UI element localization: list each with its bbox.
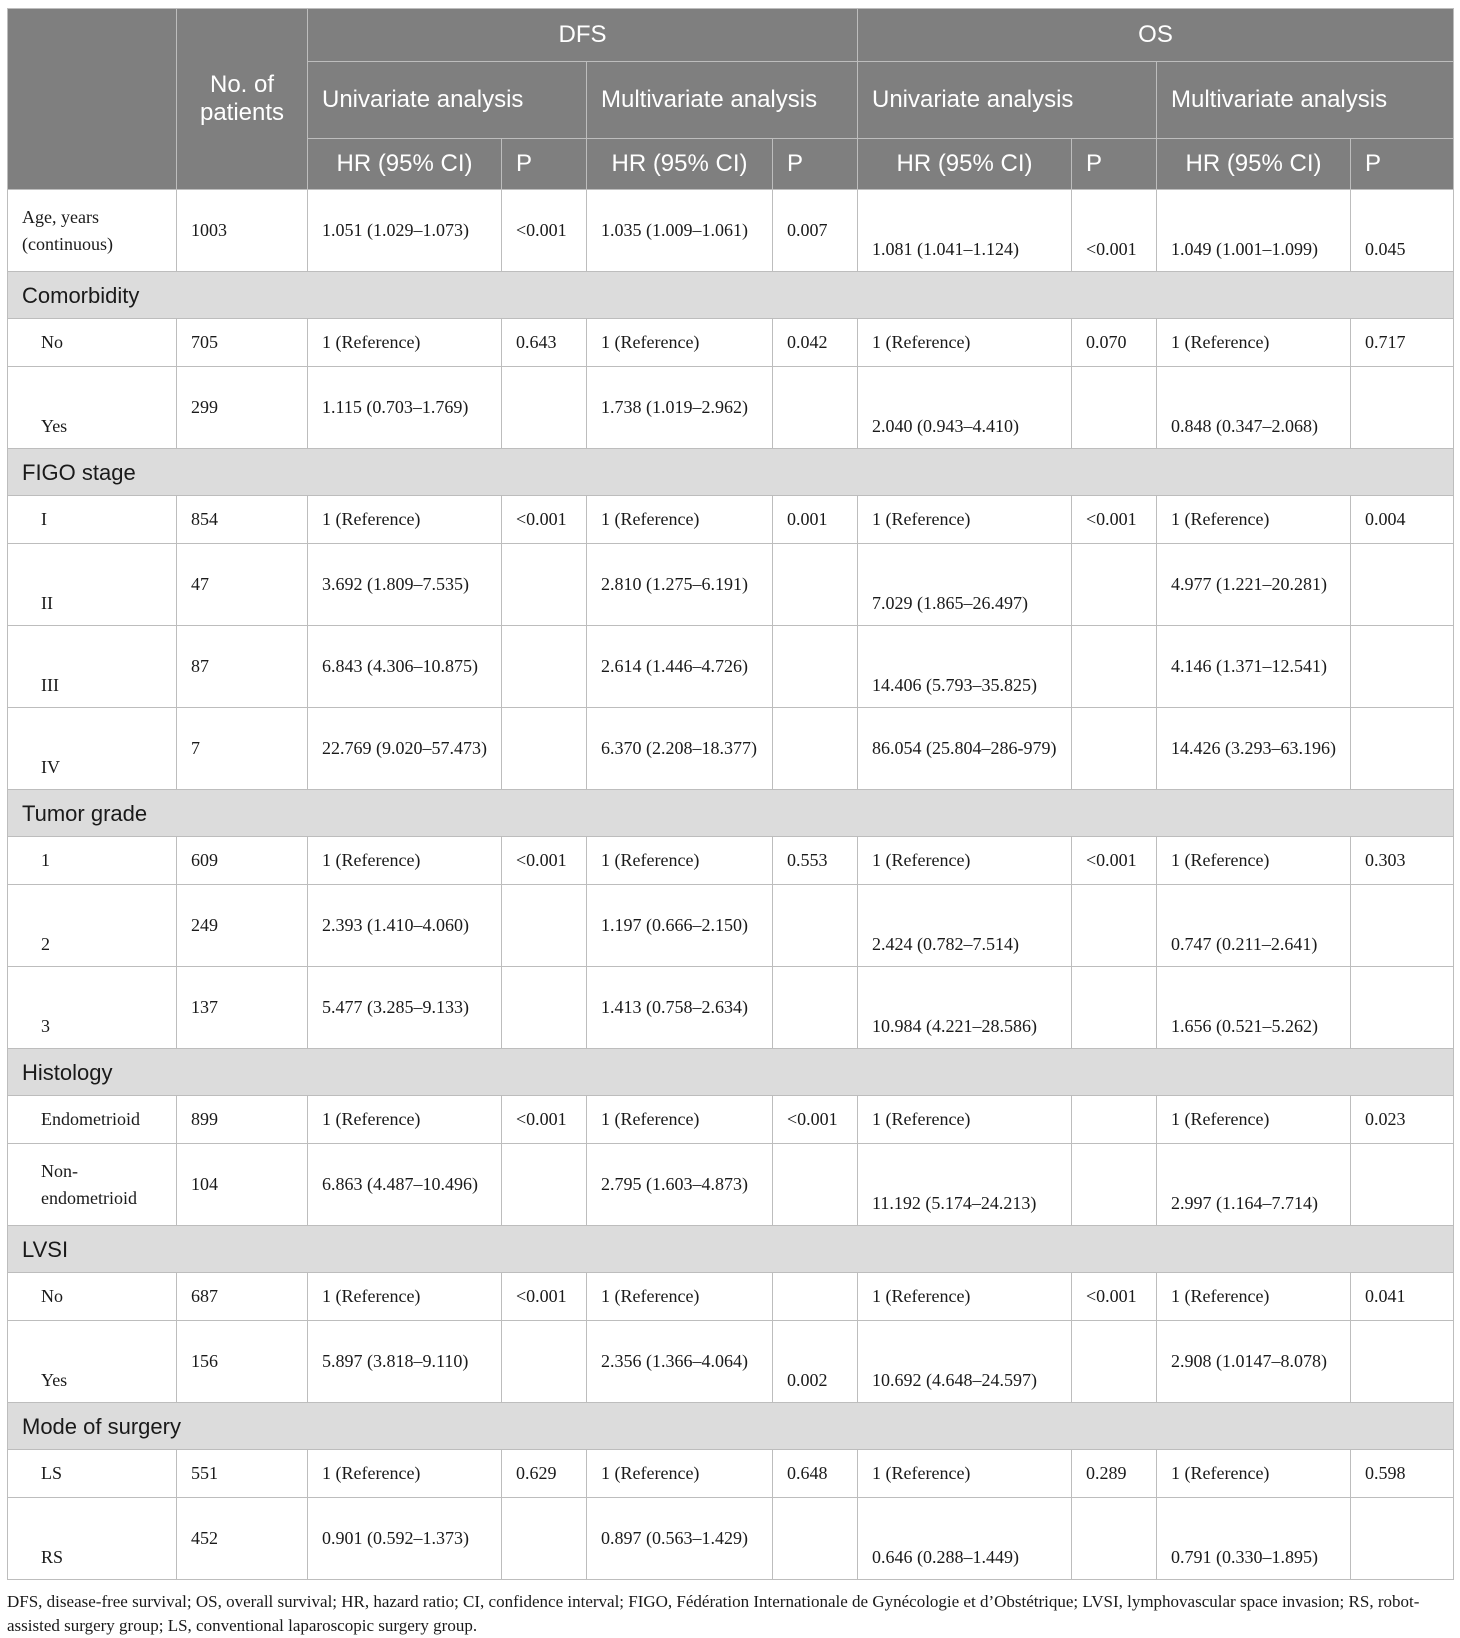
- table-row: [8, 837, 1454, 885]
- cell-n: 551: [177, 1450, 308, 1498]
- cell-os-uni-hr: 7.029 (1.865–26.497): [858, 544, 1072, 626]
- cell-dfs-uni-p: <0.001: [502, 496, 587, 544]
- cell-os-multi-p: 0.023: [1351, 1096, 1454, 1144]
- cell-dfs-uni-p: [502, 1144, 587, 1226]
- cell-dfs-uni-p: [502, 367, 587, 449]
- cell-n: 687: [177, 1273, 308, 1321]
- cell-os-multi-hr: 0.848 (0.347–2.068): [1157, 367, 1351, 449]
- cell-os-multi-p: 0.045: [1351, 190, 1454, 272]
- cell-os-uni-p: [1072, 1144, 1157, 1226]
- cell-dfs-uni-hr: 1 (Reference): [308, 837, 502, 885]
- header-dfs-univariate: Univariate analysis: [308, 62, 587, 139]
- table-row: [8, 885, 1454, 967]
- cell-os-multi-p: [1351, 1144, 1454, 1226]
- cell-os-multi-p: 0.041: [1351, 1273, 1454, 1321]
- cell-n: 452: [177, 1498, 308, 1580]
- cell-dfs-uni-p: <0.001: [502, 1096, 587, 1144]
- cell-n: 249: [177, 885, 308, 967]
- cell-dfs-multi-p: <0.001: [773, 1096, 858, 1144]
- cell-os-multi-hr: 1.049 (1.001–1.099): [1157, 190, 1351, 272]
- cell-os-uni-hr: 11.192 (5.174–24.213): [858, 1144, 1072, 1226]
- cell-dfs-multi-p: 0.553: [773, 837, 858, 885]
- cell-dfs-uni-p: <0.001: [502, 190, 587, 272]
- cell-os-multi-hr: 0.791 (0.330–1.895): [1157, 1498, 1351, 1580]
- row-label: I: [8, 496, 177, 544]
- table-row: [8, 1450, 1454, 1498]
- cell-dfs-multi-hr: 1.035 (1.009–1.061): [587, 190, 773, 272]
- cell-dfs-multi-p: 0.648: [773, 1450, 858, 1498]
- header-dfs-multi-p: P: [773, 139, 858, 190]
- cell-os-uni-p: [1072, 967, 1157, 1049]
- table-row: [8, 1144, 1454, 1226]
- cell-dfs-multi-p: 0.042: [773, 319, 858, 367]
- cell-os-multi-p: [1351, 1498, 1454, 1580]
- header-dfs: DFS: [308, 9, 858, 62]
- cell-os-uni-hr: 2.040 (0.943–4.410): [858, 367, 1072, 449]
- cell-os-uni-p: 0.289: [1072, 1450, 1157, 1498]
- cell-os-multi-hr: 2.908 (1.0147–8.078): [1157, 1321, 1351, 1403]
- cell-n: 854: [177, 496, 308, 544]
- survival-analysis-table: [7, 8, 1454, 1580]
- row-label: 2: [8, 885, 177, 967]
- cell-n: 87: [177, 626, 308, 708]
- cell-dfs-uni-hr: 5.477 (3.285–9.133): [308, 967, 502, 1049]
- section-title: Histology: [8, 1049, 1454, 1096]
- cell-dfs-uni-p: [502, 1498, 587, 1580]
- cell-n: 299: [177, 367, 308, 449]
- row-label: LS: [8, 1450, 177, 1498]
- cell-n: 1003: [177, 190, 308, 272]
- cell-dfs-uni-hr: 2.393 (1.410–4.060): [308, 885, 502, 967]
- table-row: [8, 1321, 1454, 1403]
- table-header: [8, 9, 1454, 190]
- header-os-univariate: Univariate analysis: [858, 62, 1157, 139]
- section-row-tumor-grade: [8, 790, 1454, 837]
- row-label: RS: [8, 1498, 177, 1580]
- cell-os-uni-hr: 1.081 (1.041–1.124): [858, 190, 1072, 272]
- row-label: Non-endometrioid: [8, 1144, 177, 1226]
- table-row: [8, 1096, 1454, 1144]
- cell-os-uni-p: [1072, 626, 1157, 708]
- section-title: LVSI: [8, 1226, 1454, 1273]
- header-os-multi-hr: HR (95% CI): [1157, 139, 1351, 190]
- cell-os-uni-hr: 1 (Reference): [858, 1450, 1072, 1498]
- cell-os-uni-p: [1072, 544, 1157, 626]
- cell-os-multi-p: [1351, 544, 1454, 626]
- cell-os-multi-hr: 4.977 (1.221–20.281): [1157, 544, 1351, 626]
- cell-os-uni-hr: 10.692 (4.648–24.597): [858, 1321, 1072, 1403]
- cell-os-multi-hr: 1 (Reference): [1157, 1096, 1351, 1144]
- cell-os-uni-hr: 0.646 (0.288–1.449): [858, 1498, 1072, 1580]
- cell-dfs-multi-hr: 1.197 (0.666–2.150): [587, 885, 773, 967]
- cell-dfs-multi-hr: 2.614 (1.446–4.726): [587, 626, 773, 708]
- cell-dfs-multi-p: [773, 544, 858, 626]
- section-row-comorbidity: [8, 272, 1454, 319]
- cell-dfs-uni-hr: 1 (Reference): [308, 1096, 502, 1144]
- header-os: OS: [858, 9, 1454, 62]
- cell-os-uni-p: <0.001: [1072, 1273, 1157, 1321]
- row-label: 3: [8, 967, 177, 1049]
- cell-n: 156: [177, 1321, 308, 1403]
- cell-n: 609: [177, 837, 308, 885]
- cell-dfs-multi-hr: 1.738 (1.019–2.962): [587, 367, 773, 449]
- table-row: [8, 367, 1454, 449]
- cell-dfs-uni-hr: 0.901 (0.592–1.373): [308, 1498, 502, 1580]
- cell-os-uni-p: 0.070: [1072, 319, 1157, 367]
- cell-dfs-uni-hr: 1 (Reference): [308, 1450, 502, 1498]
- table-row: [8, 1498, 1454, 1580]
- cell-os-uni-p: [1072, 885, 1157, 967]
- cell-dfs-multi-hr: 2.356 (1.366–4.064): [587, 1321, 773, 1403]
- cell-dfs-multi-hr: 0.897 (0.563–1.429): [587, 1498, 773, 1580]
- cell-dfs-uni-hr: 22.769 (9.020–57.473): [308, 708, 502, 790]
- row-label: IV: [8, 708, 177, 790]
- header-dfs-multi-hr: HR (95% CI): [587, 139, 773, 190]
- cell-dfs-uni-p: [502, 708, 587, 790]
- cell-os-multi-hr: 1 (Reference): [1157, 319, 1351, 367]
- cell-os-uni-p: [1072, 1321, 1157, 1403]
- header-variable: [8, 9, 177, 190]
- row-label: Yes: [8, 367, 177, 449]
- cell-dfs-uni-hr: 1 (Reference): [308, 1273, 502, 1321]
- cell-dfs-multi-hr: 2.810 (1.275–6.191): [587, 544, 773, 626]
- cell-dfs-uni-hr: 6.843 (4.306–10.875): [308, 626, 502, 708]
- cell-dfs-multi-p: [773, 1498, 858, 1580]
- cell-dfs-uni-hr: 1 (Reference): [308, 319, 502, 367]
- cell-os-multi-hr: 4.146 (1.371–12.541): [1157, 626, 1351, 708]
- table-footnote: DFS, disease-free survival; OS, overall survival; HR, hazard ratio; CI, confidence interval; FIGO, Fédération Internationale de Gynécologie et d’Obstétrique; LVSI, lymphovascular space invasion; RS, robot-assisted surgery group; LS, conventional laparoscopic surgery group.: [7, 1592, 1420, 1635]
- row-label: III: [8, 626, 177, 708]
- cell-dfs-multi-hr: 6.370 (2.208–18.377): [587, 708, 773, 790]
- header-dfs-uni-hr: HR (95% CI): [308, 139, 502, 190]
- cell-os-multi-p: [1351, 1321, 1454, 1403]
- cell-os-uni-hr: 10.984 (4.221–28.586): [858, 967, 1072, 1049]
- cell-os-multi-p: [1351, 708, 1454, 790]
- cell-os-uni-hr: 1 (Reference): [858, 1096, 1072, 1144]
- section-title: Mode of surgery: [8, 1403, 1454, 1450]
- table-row: [8, 496, 1454, 544]
- header-os-multivariate: Multivariate analysis: [1157, 62, 1454, 139]
- section-title: Tumor grade: [8, 790, 1454, 837]
- section-title: FIGO stage: [8, 449, 1454, 496]
- cell-os-uni-p: [1072, 708, 1157, 790]
- cell-os-uni-hr: 1 (Reference): [858, 837, 1072, 885]
- cell-dfs-multi-p: [773, 708, 858, 790]
- header-os-multi-p: P: [1351, 139, 1454, 190]
- cell-dfs-uni-p: <0.001: [502, 1273, 587, 1321]
- cell-dfs-multi-hr: 2.795 (1.603–4.873): [587, 1144, 773, 1226]
- cell-n: 705: [177, 319, 308, 367]
- cell-dfs-multi-p: [773, 885, 858, 967]
- cell-n: 7: [177, 708, 308, 790]
- row-label: No: [8, 1273, 177, 1321]
- cell-os-uni-p: <0.001: [1072, 190, 1157, 272]
- cell-dfs-multi-hr: 1 (Reference): [587, 496, 773, 544]
- cell-dfs-multi-p: [773, 626, 858, 708]
- cell-os-multi-p: [1351, 367, 1454, 449]
- header-os-uni-p: P: [1072, 139, 1157, 190]
- cell-os-multi-hr: 2.997 (1.164–7.714): [1157, 1144, 1351, 1226]
- section-title: Comorbidity: [8, 272, 1454, 319]
- table-row: [8, 1273, 1454, 1321]
- cell-dfs-multi-p: [773, 1273, 858, 1321]
- cell-os-uni-hr: 2.424 (0.782–7.514): [858, 885, 1072, 967]
- cell-dfs-uni-hr: 1.115 (0.703–1.769): [308, 367, 502, 449]
- cell-os-multi-p: [1351, 967, 1454, 1049]
- cell-os-multi-p: 0.598: [1351, 1450, 1454, 1498]
- table-row-age: [8, 190, 1454, 272]
- cell-dfs-uni-hr: 6.863 (4.487–10.496): [308, 1144, 502, 1226]
- cell-dfs-uni-p: 0.643: [502, 319, 587, 367]
- cell-os-multi-hr: 1 (Reference): [1157, 496, 1351, 544]
- table-body: [8, 190, 1454, 1580]
- row-label: No: [8, 319, 177, 367]
- section-row-histology: [8, 1049, 1454, 1096]
- cell-os-uni-p: <0.001: [1072, 496, 1157, 544]
- row-label: Yes: [8, 1321, 177, 1403]
- cell-os-uni-hr: 14.406 (5.793–35.825): [858, 626, 1072, 708]
- cell-dfs-multi-hr: 1.413 (0.758–2.634): [587, 967, 773, 1049]
- table-row: [8, 626, 1454, 708]
- cell-dfs-multi-hr: 1 (Reference): [587, 1273, 773, 1321]
- cell-os-multi-p: 0.303: [1351, 837, 1454, 885]
- cell-dfs-uni-hr: 3.692 (1.809–7.535): [308, 544, 502, 626]
- cell-os-uni-p: <0.001: [1072, 837, 1157, 885]
- cell-os-uni-p: [1072, 1096, 1157, 1144]
- survival-analysis-table-container: [7, 8, 1453, 1638]
- cell-dfs-multi-p: 0.007: [773, 190, 858, 272]
- row-label: II: [8, 544, 177, 626]
- cell-os-uni-hr: 86.054 (25.804–286-979): [858, 708, 1072, 790]
- cell-dfs-multi-p: [773, 367, 858, 449]
- cell-n: 104: [177, 1144, 308, 1226]
- cell-os-multi-hr: 0.747 (0.211–2.641): [1157, 885, 1351, 967]
- table-row: [8, 967, 1454, 1049]
- cell-os-uni-p: [1072, 1498, 1157, 1580]
- cell-os-multi-hr: 14.426 (3.293–63.196): [1157, 708, 1351, 790]
- header-os-uni-hr: HR (95% CI): [858, 139, 1072, 190]
- cell-os-multi-p: [1351, 885, 1454, 967]
- table-row: [8, 708, 1454, 790]
- cell-dfs-multi-hr: 1 (Reference): [587, 1096, 773, 1144]
- header-dfs-multivariate: Multivariate analysis: [587, 62, 858, 139]
- cell-dfs-uni-p: [502, 1321, 587, 1403]
- cell-dfs-uni-p: [502, 885, 587, 967]
- cell-os-multi-hr: 1.656 (0.521–5.262): [1157, 967, 1351, 1049]
- cell-os-uni-p: [1072, 367, 1157, 449]
- cell-dfs-uni-p: [502, 626, 587, 708]
- cell-dfs-uni-p: <0.001: [502, 837, 587, 885]
- cell-n: 899: [177, 1096, 308, 1144]
- cell-dfs-uni-p: [502, 967, 587, 1049]
- section-row-figo-stage: [8, 449, 1454, 496]
- cell-os-multi-p: 0.717: [1351, 319, 1454, 367]
- header-dfs-uni-p: P: [502, 139, 587, 190]
- cell-dfs-uni-hr: 5.897 (3.818–9.110): [308, 1321, 502, 1403]
- section-row-mode-of-surgery: [8, 1403, 1454, 1450]
- cell-os-uni-hr: 1 (Reference): [858, 496, 1072, 544]
- section-row-lvsi: [8, 1226, 1454, 1273]
- cell-os-multi-hr: 1 (Reference): [1157, 1450, 1351, 1498]
- cell-os-multi-p: 0.004: [1351, 496, 1454, 544]
- cell-dfs-multi-hr: 1 (Reference): [587, 837, 773, 885]
- cell-os-multi-hr: 1 (Reference): [1157, 1273, 1351, 1321]
- cell-dfs-uni-hr: 1.051 (1.029–1.073): [308, 190, 502, 272]
- cell-os-multi-hr: 1 (Reference): [1157, 837, 1351, 885]
- cell-n: 137: [177, 967, 308, 1049]
- cell-os-uni-hr: 1 (Reference): [858, 1273, 1072, 1321]
- cell-dfs-multi-p: 0.002: [773, 1321, 858, 1403]
- cell-dfs-multi-hr: 1 (Reference): [587, 319, 773, 367]
- cell-n: 47: [177, 544, 308, 626]
- cell-dfs-uni-p: 0.629: [502, 1450, 587, 1498]
- table-row: [8, 319, 1454, 367]
- row-label: Age, years (continuous): [8, 190, 177, 272]
- cell-os-multi-p: [1351, 626, 1454, 708]
- row-label: Endometrioid: [8, 1096, 177, 1144]
- cell-dfs-uni-hr: 1 (Reference): [308, 496, 502, 544]
- cell-dfs-multi-p: [773, 967, 858, 1049]
- cell-os-uni-hr: 1 (Reference): [858, 319, 1072, 367]
- cell-dfs-multi-p: 0.001: [773, 496, 858, 544]
- cell-dfs-multi-p: [773, 1144, 858, 1226]
- cell-dfs-uni-p: [502, 544, 587, 626]
- cell-dfs-multi-hr: 1 (Reference): [587, 1450, 773, 1498]
- row-label: 1: [8, 837, 177, 885]
- header-no-patients: No. of patients: [177, 9, 308, 190]
- table-row: [8, 544, 1454, 626]
